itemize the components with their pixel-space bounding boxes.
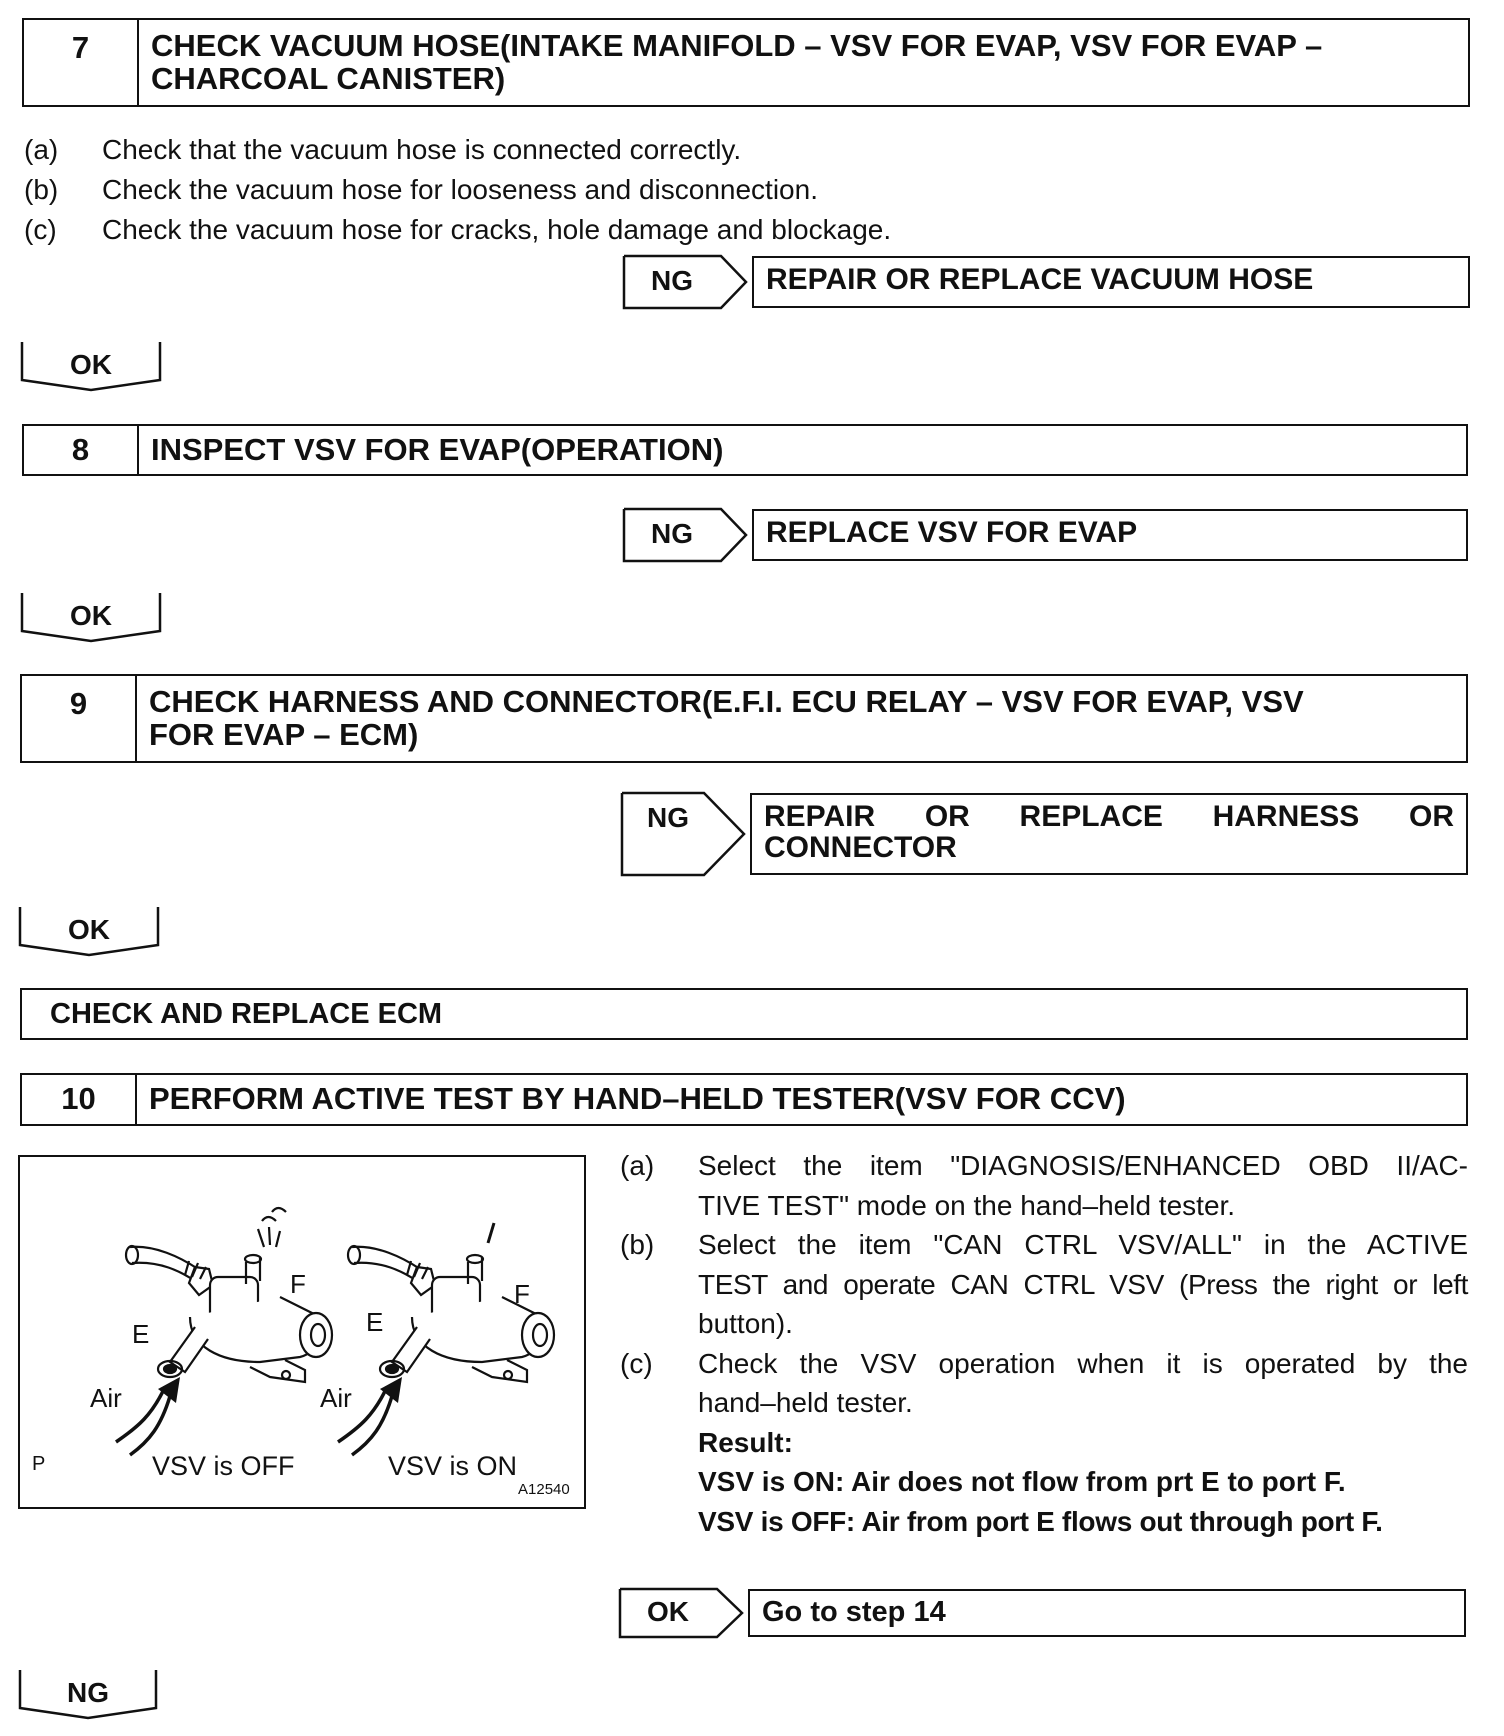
vsv-figure (18, 1155, 586, 1509)
result-label: Result: (698, 1426, 793, 1458)
vsv-on-drawing (338, 1223, 554, 1455)
port-f-label-on: F (514, 1279, 530, 1309)
step-7-substeps (24, 130, 1124, 250)
step-10-title: PERFORM ACTIVE TEST BY HAND–HELD TESTER(VSV FOR CCV) (149, 1081, 1126, 1116)
step-10-item-b (620, 1225, 1468, 1344)
figure-id: A12540 (518, 1481, 570, 1498)
item-letter: (a) (620, 1150, 655, 1181)
port-e-label-off: E (132, 1319, 150, 1349)
item-line: Select the item "CAN CTRL VSV/ALL" in the ACTIVE (698, 1229, 1468, 1260)
ok-label: OK (70, 349, 112, 380)
step-8-title: INSPECT VSV FOR EVAP(OPERATION) (151, 432, 724, 467)
step-7-ok-tab (22, 342, 160, 390)
ng-result-word: REPAIR (764, 800, 876, 833)
step-10-item-c (620, 1344, 1468, 1542)
step-8-number: 8 (24, 426, 139, 474)
step-8-ng-result: REPLACE VSV FOR EVAP (752, 509, 1468, 561)
item-line: button). (698, 1308, 793, 1339)
item-text: Check that the vacuum hose is connected correctly. (102, 134, 742, 165)
result-off: VSV is OFF: Air from port E flows out through port F. (698, 1505, 1383, 1537)
step-10-instructions (620, 1146, 1468, 1541)
step-10-ng-tab (20, 1670, 156, 1718)
step-7-item-c (24, 210, 1124, 250)
air-label-off: Air (90, 1383, 122, 1413)
ok-label: OK (647, 1596, 689, 1627)
step-7-title-line1: CHECK VACUUM HOSE(INTAKE MANIFOLD – VSV FOR EVAP, VSV FOR EVAP – (151, 28, 1323, 63)
check-replace-ecm-box: CHECK AND REPLACE ECM (20, 988, 1468, 1040)
step-10-item-a (620, 1146, 1468, 1225)
item-letter: (b) (620, 1229, 655, 1260)
item-line: TIVE TEST" mode on the hand–held tester. (698, 1189, 1236, 1221)
step-10-ok-result: Go to step 14 (748, 1589, 1466, 1637)
step-7-item-a (24, 130, 1124, 170)
caption-vsv-off: VSV is OFF (152, 1451, 295, 1481)
step-7-number: 7 (24, 20, 139, 105)
step-7-item-b (24, 170, 1124, 210)
ng-label: NG (67, 1677, 109, 1708)
step-8-ng-arrow (624, 509, 746, 561)
step-7-title-line2: CHARCOAL CANISTER) (151, 61, 506, 96)
step-9-ok-tab (20, 907, 158, 955)
item-letter: (c) (620, 1347, 653, 1379)
item-letter: (a) (24, 134, 59, 165)
item-text: Check the vacuum hose for cracks, hole damage and blockage. (102, 214, 892, 245)
item-text (698, 1344, 1468, 1542)
caption-vsv-on: VSV is ON (388, 1451, 518, 1481)
step-10-header (20, 1073, 1468, 1126)
port-f-label-off: F (290, 1269, 306, 1299)
step-7-header (22, 18, 1470, 107)
step-10-number: 10 (22, 1075, 137, 1124)
ng-result-line2: CONNECTOR (764, 831, 957, 864)
ok-label: OK (70, 600, 112, 631)
ng-label: NG (651, 265, 693, 296)
step-9-ng-arrow (622, 793, 744, 875)
item-line: Select the item "DIAGNOSIS/ENHANCED OBD II/AC- (698, 1150, 1468, 1181)
ng-result-word: OR (1409, 800, 1454, 833)
step-9-title-line2: FOR EVAP – ECM) (149, 717, 419, 752)
step-9-title-line1: CHECK HARNESS AND CONNECTOR(E.F.I. ECU RELAY – VSV FOR EVAP, VSV (149, 684, 1304, 719)
item-letter: (c) (24, 214, 57, 245)
ng-result-word: REPLACE (1019, 800, 1163, 833)
step-10-ok-arrow (620, 1589, 742, 1637)
air-label-on: Air (320, 1383, 352, 1413)
step-9-header (20, 674, 1468, 763)
item-line: Check the VSV operation when it is operated by the (698, 1347, 1468, 1379)
item-line: hand–held tester. (698, 1387, 913, 1418)
ng-result-line1 (764, 801, 1454, 832)
step-7-ng-arrow (624, 256, 746, 308)
item-letter: (b) (24, 174, 59, 205)
item-text: Check the vacuum hose for looseness and disconnection. (102, 174, 818, 205)
ng-result-word: HARNESS (1212, 800, 1360, 833)
ng-label: NG (651, 518, 693, 549)
figure-corner-mark: P (32, 1453, 46, 1475)
step-9-ng-result (750, 793, 1468, 875)
port-e-label-on: E (366, 1307, 384, 1337)
step-7-title (139, 20, 1468, 105)
step-7-ng-result: REPAIR OR REPLACE VACUUM HOSE (752, 256, 1470, 308)
ng-label: NG (647, 802, 689, 833)
ok-label: OK (68, 914, 110, 945)
step-9-title (137, 676, 1466, 761)
ng-result-word: OR (924, 800, 970, 833)
step-8-ok-tab (22, 593, 160, 641)
step-8-header (22, 424, 1468, 476)
result-on: VSV is ON: Air does not flow from prt E to port F. (698, 1466, 1346, 1497)
step-9-number: 9 (22, 676, 137, 761)
item-text (698, 1225, 1468, 1344)
item-line: TEST and operate CAN CTRL VSV (Press the right or left (698, 1268, 1468, 1300)
item-text (698, 1146, 1468, 1225)
